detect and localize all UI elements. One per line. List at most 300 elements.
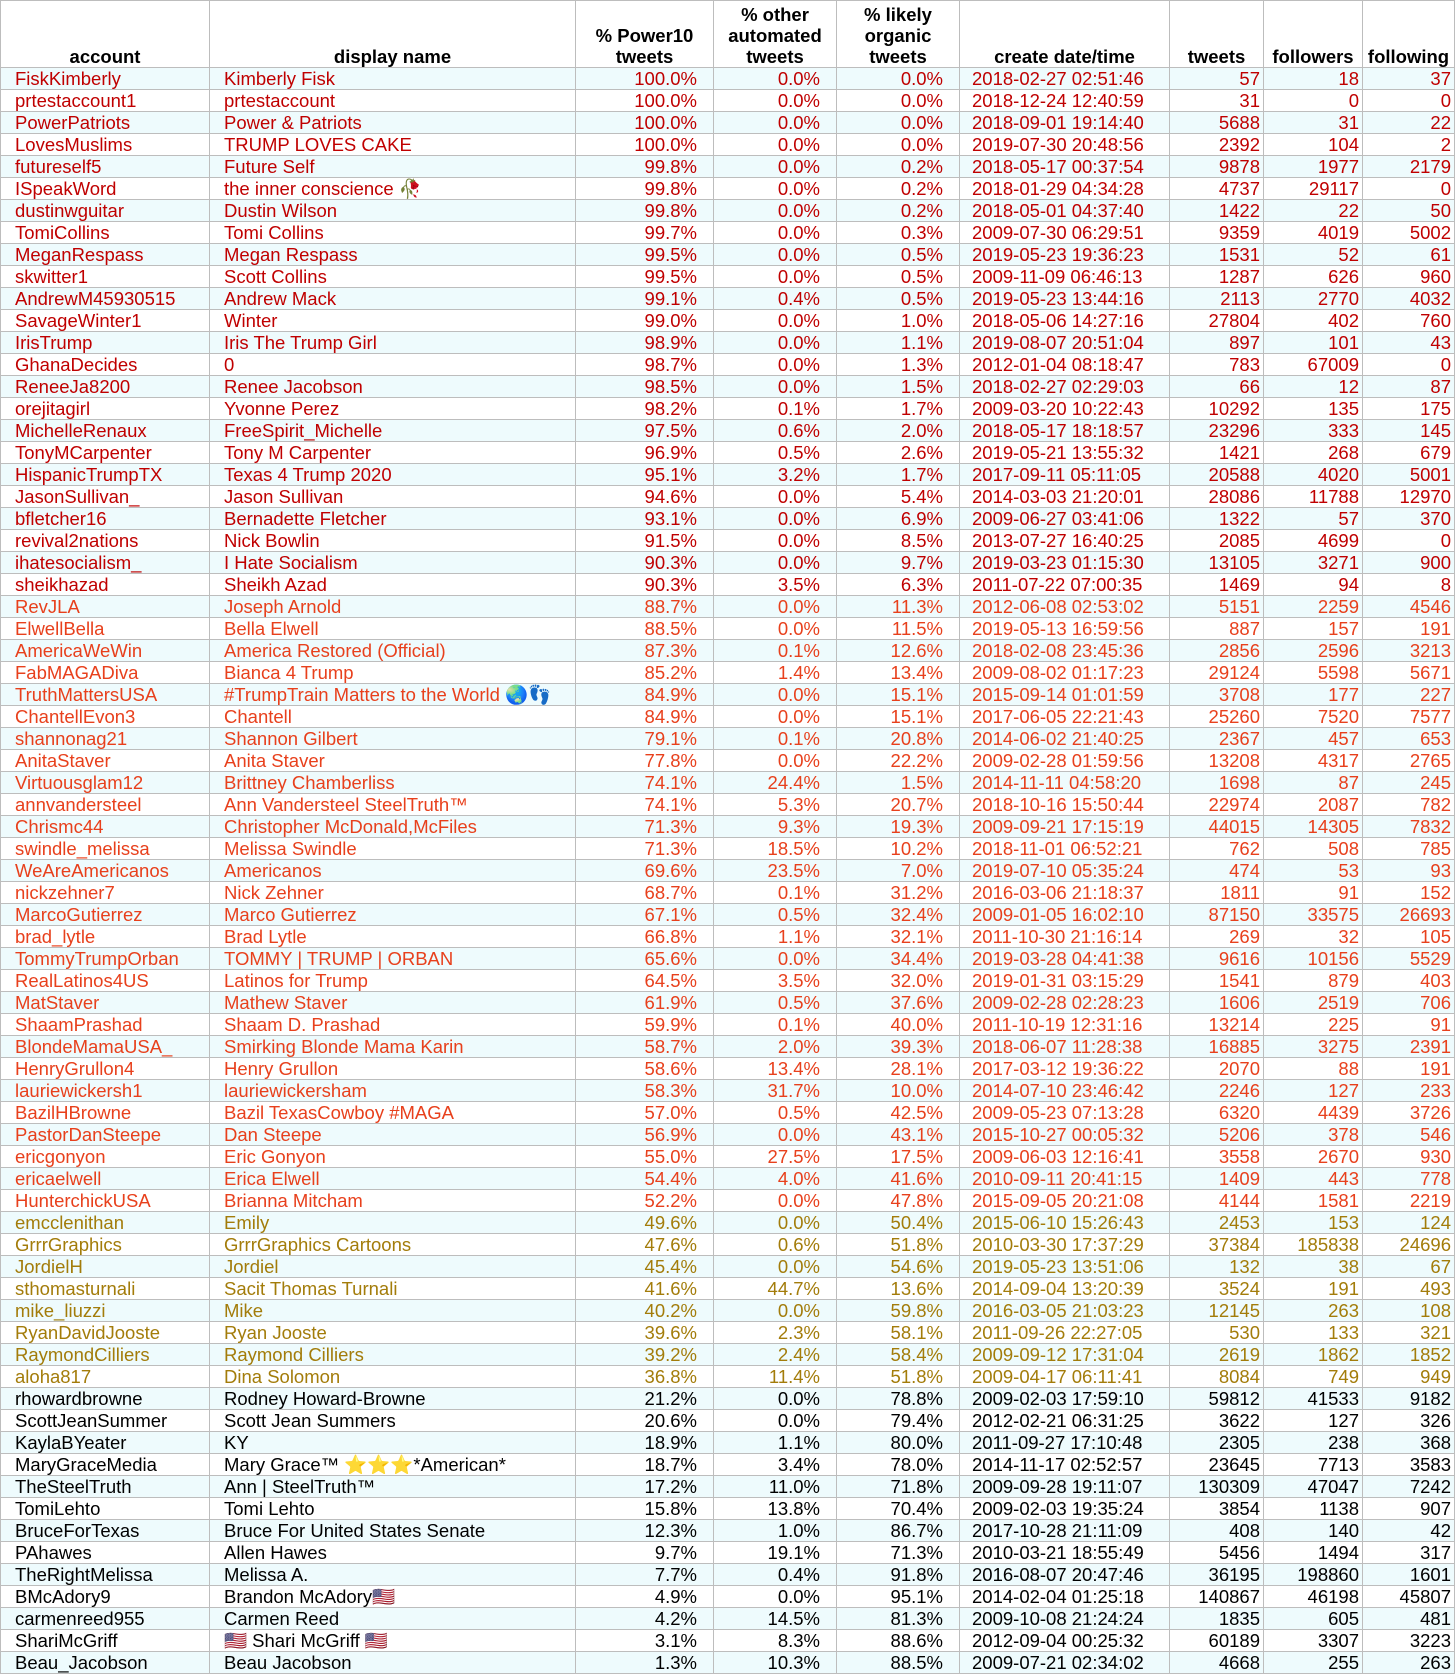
cell-organic[interactable]: 71.8%	[837, 1476, 960, 1498]
cell-create-date[interactable]: 2017-09-11 05:11:05	[960, 464, 1170, 486]
table-row[interactable]	[1, 1234, 1455, 1256]
cell-display-name[interactable]: Yvonne Perez	[210, 398, 576, 420]
cell-power10[interactable]: 49.6%	[576, 1212, 714, 1234]
cell-account[interactable]: ISpeakWord	[1, 178, 210, 200]
cell-other-automated[interactable]: 0.0%	[714, 750, 837, 772]
cell-display-name[interactable]: Henry Grullon	[210, 1058, 576, 1080]
table-row[interactable]	[1, 508, 1455, 530]
cell-followers[interactable]: 133	[1264, 1322, 1363, 1344]
cell-create-date[interactable]: 2009-09-21 17:15:19	[960, 816, 1170, 838]
cell-display-name[interactable]: Brittney Chamberliss	[210, 772, 576, 794]
cell-organic[interactable]: 31.2%	[837, 882, 960, 904]
cell-power10[interactable]: 100.0%	[576, 112, 714, 134]
cell-power10[interactable]: 64.5%	[576, 970, 714, 992]
cell-followers[interactable]: 11788	[1264, 486, 1363, 508]
cell-display-name[interactable]: Anita Staver	[210, 750, 576, 772]
cell-create-date[interactable]: 2012-01-04 08:18:47	[960, 354, 1170, 376]
cell-followers[interactable]: 4020	[1264, 464, 1363, 486]
cell-following[interactable]: 105	[1363, 926, 1455, 948]
cell-organic[interactable]: 91.8%	[837, 1564, 960, 1586]
cell-display-name[interactable]: Ann Vandersteel SteelTruth™	[210, 794, 576, 816]
cell-tweets[interactable]: 5206	[1170, 1124, 1264, 1146]
cell-display-name[interactable]: Christopher McDonald,McFiles	[210, 816, 576, 838]
cell-tweets[interactable]: 1422	[1170, 200, 1264, 222]
table-row[interactable]	[1, 1300, 1455, 1322]
cell-organic[interactable]: 1.3%	[837, 354, 960, 376]
cell-following[interactable]: 0	[1363, 354, 1455, 376]
table-row[interactable]	[1, 728, 1455, 750]
cell-tweets[interactable]: 66	[1170, 376, 1264, 398]
cell-tweets[interactable]: 6320	[1170, 1102, 1264, 1124]
cell-other-automated[interactable]: 0.0%	[714, 310, 837, 332]
cell-display-name[interactable]: Bianca 4 Trump	[210, 662, 576, 684]
cell-display-name[interactable]: TOMMY | TRUMP | ORBAN	[210, 948, 576, 970]
cell-account[interactable]: ShaamPrashad	[1, 1014, 210, 1036]
cell-following[interactable]: 907	[1363, 1498, 1455, 1520]
cell-followers[interactable]: 127	[1264, 1080, 1363, 1102]
cell-tweets[interactable]: 1541	[1170, 970, 1264, 992]
cell-followers[interactable]: 2519	[1264, 992, 1363, 1014]
cell-other-automated[interactable]: 0.0%	[714, 530, 837, 552]
cell-tweets[interactable]: 1287	[1170, 266, 1264, 288]
cell-following[interactable]: 5002	[1363, 222, 1455, 244]
cell-account[interactable]: nickzehner7	[1, 882, 210, 904]
cell-other-automated[interactable]: 0.4%	[714, 1564, 837, 1586]
cell-create-date[interactable]: 2018-05-17 18:18:57	[960, 420, 1170, 442]
cell-create-date[interactable]: 2009-05-23 07:13:28	[960, 1102, 1170, 1124]
cell-create-date[interactable]: 2011-09-26 22:27:05	[960, 1322, 1170, 1344]
cell-display-name[interactable]: Nick Bowlin	[210, 530, 576, 552]
cell-tweets[interactable]: 1811	[1170, 882, 1264, 904]
cell-organic[interactable]: 32.4%	[837, 904, 960, 926]
cell-followers[interactable]: 38	[1264, 1256, 1363, 1278]
cell-account[interactable]: prtestaccount1	[1, 90, 210, 112]
cell-power10[interactable]: 97.5%	[576, 420, 714, 442]
cell-followers[interactable]: 443	[1264, 1168, 1363, 1190]
table-row[interactable]	[1, 354, 1455, 376]
cell-tweets[interactable]: 2070	[1170, 1058, 1264, 1080]
cell-other-automated[interactable]: 0.6%	[714, 420, 837, 442]
cell-following[interactable]: 3213	[1363, 640, 1455, 662]
cell-create-date[interactable]: 2011-10-30 21:16:14	[960, 926, 1170, 948]
cell-following[interactable]: 87	[1363, 376, 1455, 398]
cell-tweets[interactable]: 22974	[1170, 794, 1264, 816]
cell-following[interactable]: 782	[1363, 794, 1455, 816]
table-row[interactable]	[1, 948, 1455, 970]
table-row[interactable]	[1, 178, 1455, 200]
cell-create-date[interactable]: 2018-02-27 02:29:03	[960, 376, 1170, 398]
cell-following[interactable]: 706	[1363, 992, 1455, 1014]
cell-tweets[interactable]: 474	[1170, 860, 1264, 882]
table-row[interactable]	[1, 1058, 1455, 1080]
cell-followers[interactable]: 1977	[1264, 156, 1363, 178]
cell-tweets[interactable]: 23645	[1170, 1454, 1264, 1476]
cell-power10[interactable]: 59.9%	[576, 1014, 714, 1036]
cell-followers[interactable]: 127	[1264, 1410, 1363, 1432]
cell-other-automated[interactable]: 27.5%	[714, 1146, 837, 1168]
cell-tweets[interactable]: 2856	[1170, 640, 1264, 662]
cell-tweets[interactable]: 2367	[1170, 728, 1264, 750]
cell-create-date[interactable]: 2019-01-31 03:15:29	[960, 970, 1170, 992]
table-row[interactable]	[1, 552, 1455, 574]
cell-power10[interactable]: 95.1%	[576, 464, 714, 486]
cell-account[interactable]: HunterchickUSA	[1, 1190, 210, 1212]
cell-following[interactable]: 317	[1363, 1542, 1455, 1564]
cell-create-date[interactable]: 2019-05-21 13:55:32	[960, 442, 1170, 464]
cell-following[interactable]: 9182	[1363, 1388, 1455, 1410]
cell-create-date[interactable]: 2019-03-28 04:41:38	[960, 948, 1170, 970]
cell-organic[interactable]: 5.4%	[837, 486, 960, 508]
cell-followers[interactable]: 4317	[1264, 750, 1363, 772]
cell-create-date[interactable]: 2016-03-05 21:03:23	[960, 1300, 1170, 1322]
cell-following[interactable]: 22	[1363, 112, 1455, 134]
col-header-display-name[interactable]: display name	[210, 1, 576, 68]
cell-power10[interactable]: 1.3%	[576, 1652, 714, 1674]
table-row[interactable]	[1, 1014, 1455, 1036]
cell-create-date[interactable]: 2009-06-27 03:41:06	[960, 508, 1170, 530]
cell-account[interactable]: BlondeMamaUSA_	[1, 1036, 210, 1058]
cell-tweets[interactable]: 5688	[1170, 112, 1264, 134]
cell-display-name[interactable]: Beau Jacobson	[210, 1652, 576, 1674]
cell-following[interactable]: 3223	[1363, 1630, 1455, 1652]
cell-followers[interactable]: 402	[1264, 310, 1363, 332]
cell-display-name[interactable]: 0	[210, 354, 576, 376]
table-row[interactable]	[1, 1454, 1455, 1476]
cell-display-name[interactable]: Eric Gonyon	[210, 1146, 576, 1168]
cell-other-automated[interactable]: 1.4%	[714, 662, 837, 684]
cell-account[interactable]: bfletcher16	[1, 508, 210, 530]
cell-other-automated[interactable]: 13.4%	[714, 1058, 837, 1080]
cell-organic[interactable]: 1.7%	[837, 398, 960, 420]
cell-power10[interactable]: 4.9%	[576, 1586, 714, 1608]
cell-followers[interactable]: 177	[1264, 684, 1363, 706]
cell-tweets[interactable]: 887	[1170, 618, 1264, 640]
cell-tweets[interactable]: 13214	[1170, 1014, 1264, 1036]
cell-power10[interactable]: 17.2%	[576, 1476, 714, 1498]
cell-tweets[interactable]: 130309	[1170, 1476, 1264, 1498]
table-row[interactable]	[1, 1366, 1455, 1388]
table-row[interactable]	[1, 1520, 1455, 1542]
cell-other-automated[interactable]: 0.0%	[714, 68, 837, 90]
cell-display-name[interactable]: Future Self	[210, 156, 576, 178]
cell-create-date[interactable]: 2019-07-10 05:35:24	[960, 860, 1170, 882]
cell-account[interactable]: SavageWinter1	[1, 310, 210, 332]
cell-account[interactable]: LovesMuslims	[1, 134, 210, 156]
cell-other-automated[interactable]: 0.0%	[714, 156, 837, 178]
cell-display-name[interactable]: I Hate Socialism	[210, 552, 576, 574]
cell-tweets[interactable]: 762	[1170, 838, 1264, 860]
cell-create-date[interactable]: 2009-01-05 16:02:10	[960, 904, 1170, 926]
cell-other-automated[interactable]: 24.4%	[714, 772, 837, 794]
table-row[interactable]	[1, 1564, 1455, 1586]
cell-other-automated[interactable]: 0.0%	[714, 596, 837, 618]
cell-followers[interactable]: 47047	[1264, 1476, 1363, 1498]
cell-create-date[interactable]: 2015-09-05 20:21:08	[960, 1190, 1170, 1212]
cell-power10[interactable]: 87.3%	[576, 640, 714, 662]
cell-following[interactable]: 2765	[1363, 750, 1455, 772]
cell-followers[interactable]: 605	[1264, 1608, 1363, 1630]
cell-display-name[interactable]: Americanos	[210, 860, 576, 882]
cell-account[interactable]: TheSteelTruth	[1, 1476, 210, 1498]
cell-power10[interactable]: 66.8%	[576, 926, 714, 948]
cell-tweets[interactable]: 13105	[1170, 552, 1264, 574]
cell-create-date[interactable]: 2018-10-16 15:50:44	[960, 794, 1170, 816]
cell-other-automated[interactable]: 44.7%	[714, 1278, 837, 1300]
cell-organic[interactable]: 10.2%	[837, 838, 960, 860]
cell-organic[interactable]: 79.4%	[837, 1410, 960, 1432]
cell-account[interactable]: RaymondCilliers	[1, 1344, 210, 1366]
cell-other-automated[interactable]: 0.0%	[714, 134, 837, 156]
cell-display-name[interactable]: Erica Elwell	[210, 1168, 576, 1190]
cell-tweets[interactable]: 1421	[1170, 442, 1264, 464]
cell-following[interactable]: 67	[1363, 1256, 1455, 1278]
cell-power10[interactable]: 98.2%	[576, 398, 714, 420]
col-header-other-automated[interactable]: % other automated tweets	[714, 1, 837, 68]
cell-tweets[interactable]: 8084	[1170, 1366, 1264, 1388]
cell-tweets[interactable]: 3524	[1170, 1278, 1264, 1300]
cell-create-date[interactable]: 2009-07-21 02:34:02	[960, 1652, 1170, 1674]
cell-organic[interactable]: 0.2%	[837, 178, 960, 200]
cell-create-date[interactable]: 2014-03-03 21:20:01	[960, 486, 1170, 508]
cell-organic[interactable]: 95.1%	[837, 1586, 960, 1608]
cell-following[interactable]: 0	[1363, 530, 1455, 552]
cell-organic[interactable]: 39.3%	[837, 1036, 960, 1058]
cell-organic[interactable]: 86.7%	[837, 1520, 960, 1542]
cell-account[interactable]: TruthMattersUSA	[1, 684, 210, 706]
cell-following[interactable]: 45807	[1363, 1586, 1455, 1608]
cell-create-date[interactable]: 2013-07-27 16:40:25	[960, 530, 1170, 552]
table-row[interactable]	[1, 222, 1455, 244]
cell-following[interactable]: 227	[1363, 684, 1455, 706]
cell-create-date[interactable]: 2009-06-03 12:16:41	[960, 1146, 1170, 1168]
cell-followers[interactable]: 46198	[1264, 1586, 1363, 1608]
cell-organic[interactable]: 6.3%	[837, 574, 960, 596]
cell-other-automated[interactable]: 2.3%	[714, 1322, 837, 1344]
cell-other-automated[interactable]: 0.1%	[714, 398, 837, 420]
cell-display-name[interactable]: Andrew Mack	[210, 288, 576, 310]
cell-following[interactable]: 0	[1363, 178, 1455, 200]
cell-organic[interactable]: 22.2%	[837, 750, 960, 772]
cell-other-automated[interactable]: 0.4%	[714, 288, 837, 310]
cell-display-name[interactable]: Megan Respass	[210, 244, 576, 266]
cell-create-date[interactable]: 2009-09-28 19:11:07	[960, 1476, 1170, 1498]
cell-tweets[interactable]: 2085	[1170, 530, 1264, 552]
cell-tweets[interactable]: 44015	[1170, 816, 1264, 838]
cell-tweets[interactable]: 2619	[1170, 1344, 1264, 1366]
col-header-power10[interactable]: % Power10 tweets	[576, 1, 714, 68]
cell-following[interactable]: 175	[1363, 398, 1455, 420]
cell-following[interactable]: 7242	[1363, 1476, 1455, 1498]
cell-followers[interactable]: 2259	[1264, 596, 1363, 618]
table-row[interactable]	[1, 772, 1455, 794]
cell-power10[interactable]: 88.5%	[576, 618, 714, 640]
cell-organic[interactable]: 43.1%	[837, 1124, 960, 1146]
table-row[interactable]	[1, 750, 1455, 772]
cell-display-name[interactable]: Rodney Howard-Browne	[210, 1388, 576, 1410]
cell-organic[interactable]: 0.0%	[837, 134, 960, 156]
cell-create-date[interactable]: 2018-05-01 04:37:40	[960, 200, 1170, 222]
cell-display-name[interactable]: lauriewickersham	[210, 1080, 576, 1102]
cell-followers[interactable]: 14305	[1264, 816, 1363, 838]
cell-display-name[interactable]: Latinos for Trump	[210, 970, 576, 992]
cell-display-name[interactable]: Dan Steepe	[210, 1124, 576, 1146]
cell-account[interactable]: ReneeJa8200	[1, 376, 210, 398]
table-row[interactable]	[1, 596, 1455, 618]
cell-display-name[interactable]: prtestaccount	[210, 90, 576, 112]
cell-display-name[interactable]: Renee Jacobson	[210, 376, 576, 398]
cell-organic[interactable]: 20.8%	[837, 728, 960, 750]
cell-organic[interactable]: 41.6%	[837, 1168, 960, 1190]
cell-followers[interactable]: 4439	[1264, 1102, 1363, 1124]
cell-create-date[interactable]: 2018-05-06 14:27:16	[960, 310, 1170, 332]
table-row[interactable]	[1, 816, 1455, 838]
cell-account[interactable]: GhanaDecides	[1, 354, 210, 376]
cell-display-name[interactable]: Smirking Blonde Mama Karin	[210, 1036, 576, 1058]
cell-following[interactable]: 191	[1363, 1058, 1455, 1080]
cell-create-date[interactable]: 2011-10-19 12:31:16	[960, 1014, 1170, 1036]
cell-following[interactable]: 2391	[1363, 1036, 1455, 1058]
cell-organic[interactable]: 1.1%	[837, 332, 960, 354]
cell-other-automated[interactable]: 0.0%	[714, 684, 837, 706]
table-row[interactable]	[1, 794, 1455, 816]
cell-power10[interactable]: 98.9%	[576, 332, 714, 354]
cell-tweets[interactable]: 20588	[1170, 464, 1264, 486]
cell-following[interactable]: 12970	[1363, 486, 1455, 508]
cell-tweets[interactable]: 1409	[1170, 1168, 1264, 1190]
cell-account[interactable]: dustinwguitar	[1, 200, 210, 222]
table-row[interactable]	[1, 1190, 1455, 1212]
cell-organic[interactable]: 78.0%	[837, 1454, 960, 1476]
cell-display-name[interactable]: Brandon McAdory🇺🇸	[210, 1586, 576, 1608]
cell-other-automated[interactable]: 3.5%	[714, 970, 837, 992]
cell-organic[interactable]: 50.4%	[837, 1212, 960, 1234]
cell-followers[interactable]: 3271	[1264, 552, 1363, 574]
cell-tweets[interactable]: 408	[1170, 1520, 1264, 1542]
table-row[interactable]	[1, 706, 1455, 728]
table-row[interactable]	[1, 1586, 1455, 1608]
cell-organic[interactable]: 32.0%	[837, 970, 960, 992]
cell-create-date[interactable]: 2018-11-01 06:52:21	[960, 838, 1170, 860]
cell-account[interactable]: TomiLehto	[1, 1498, 210, 1520]
cell-power10[interactable]: 41.6%	[576, 1278, 714, 1300]
cell-other-automated[interactable]: 0.0%	[714, 1388, 837, 1410]
cell-tweets[interactable]: 3708	[1170, 684, 1264, 706]
table-row[interactable]	[1, 1476, 1455, 1498]
cell-create-date[interactable]: 2011-07-22 07:00:35	[960, 574, 1170, 596]
cell-followers[interactable]: 1581	[1264, 1190, 1363, 1212]
cell-other-automated[interactable]: 0.0%	[714, 1300, 837, 1322]
cell-create-date[interactable]: 2009-09-12 17:31:04	[960, 1344, 1170, 1366]
table-row[interactable]	[1, 992, 1455, 1014]
col-header-create-date[interactable]: create date/time	[960, 1, 1170, 68]
cell-followers[interactable]: 225	[1264, 1014, 1363, 1036]
cell-account[interactable]: PowerPatriots	[1, 112, 210, 134]
cell-organic[interactable]: 17.5%	[837, 1146, 960, 1168]
cell-organic[interactable]: 0.3%	[837, 222, 960, 244]
cell-followers[interactable]: 5598	[1264, 662, 1363, 684]
cell-account[interactable]: lauriewickersh1	[1, 1080, 210, 1102]
cell-following[interactable]: 3583	[1363, 1454, 1455, 1476]
cell-account[interactable]: TheRightMelissa	[1, 1564, 210, 1586]
cell-organic[interactable]: 13.6%	[837, 1278, 960, 1300]
cell-organic[interactable]: 0.2%	[837, 156, 960, 178]
cell-following[interactable]: 5001	[1363, 464, 1455, 486]
cell-power10[interactable]: 56.9%	[576, 1124, 714, 1146]
cell-tweets[interactable]: 37384	[1170, 1234, 1264, 1256]
cell-display-name[interactable]: #TrumpTrain Matters to the World 🌏👣	[210, 684, 576, 706]
cell-other-automated[interactable]: 0.0%	[714, 1124, 837, 1146]
cell-power10[interactable]: 12.3%	[576, 1520, 714, 1542]
cell-account[interactable]: KaylaBYeater	[1, 1432, 210, 1454]
table-row[interactable]	[1, 1410, 1455, 1432]
cell-followers[interactable]: 191	[1264, 1278, 1363, 1300]
cell-tweets[interactable]: 31	[1170, 90, 1264, 112]
cell-create-date[interactable]: 2019-05-23 13:51:06	[960, 1256, 1170, 1278]
cell-organic[interactable]: 0.0%	[837, 90, 960, 112]
table-row[interactable]	[1, 1212, 1455, 1234]
table-row[interactable]	[1, 860, 1455, 882]
cell-account[interactable]: HenryGrullon4	[1, 1058, 210, 1080]
cell-followers[interactable]: 12	[1264, 376, 1363, 398]
cell-following[interactable]: 2219	[1363, 1190, 1455, 1212]
table-row[interactable]	[1, 1278, 1455, 1300]
cell-account[interactable]: ElwellBella	[1, 618, 210, 640]
cell-organic[interactable]: 19.3%	[837, 816, 960, 838]
cell-power10[interactable]: 71.3%	[576, 838, 714, 860]
cell-tweets[interactable]: 29124	[1170, 662, 1264, 684]
cell-account[interactable]: mike_liuzzi	[1, 1300, 210, 1322]
table-row[interactable]	[1, 266, 1455, 288]
cell-power10[interactable]: 20.6%	[576, 1410, 714, 1432]
cell-account[interactable]: BazilHBrowne	[1, 1102, 210, 1124]
cell-create-date[interactable]: 2009-02-03 17:59:10	[960, 1388, 1170, 1410]
cell-create-date[interactable]: 2018-02-27 02:51:46	[960, 68, 1170, 90]
cell-create-date[interactable]: 2014-06-02 21:40:25	[960, 728, 1170, 750]
cell-display-name[interactable]: Dustin Wilson	[210, 200, 576, 222]
cell-other-automated[interactable]: 11.4%	[714, 1366, 837, 1388]
cell-other-automated[interactable]: 0.5%	[714, 992, 837, 1014]
cell-account[interactable]: MarcoGutierrez	[1, 904, 210, 926]
cell-other-automated[interactable]: 0.0%	[714, 508, 837, 530]
cell-organic[interactable]: 8.5%	[837, 530, 960, 552]
cell-tweets[interactable]: 5151	[1170, 596, 1264, 618]
cell-other-automated[interactable]: 9.3%	[714, 816, 837, 838]
cell-create-date[interactable]: 2012-06-08 02:53:02	[960, 596, 1170, 618]
cell-account[interactable]: emcclenithan	[1, 1212, 210, 1234]
cell-organic[interactable]: 80.0%	[837, 1432, 960, 1454]
table-row[interactable]	[1, 1388, 1455, 1410]
cell-account[interactable]: BMcAdory9	[1, 1586, 210, 1608]
cell-other-automated[interactable]: 3.5%	[714, 574, 837, 596]
cell-create-date[interactable]: 2009-03-20 10:22:43	[960, 398, 1170, 420]
cell-followers[interactable]: 22	[1264, 200, 1363, 222]
table-row[interactable]	[1, 970, 1455, 992]
cell-other-automated[interactable]: 11.0%	[714, 1476, 837, 1498]
cell-account[interactable]: IrisTrump	[1, 332, 210, 354]
cell-create-date[interactable]: 2017-03-12 19:36:22	[960, 1058, 1170, 1080]
cell-account[interactable]: ericgonyon	[1, 1146, 210, 1168]
cell-followers[interactable]: 185838	[1264, 1234, 1363, 1256]
cell-organic[interactable]: 88.6%	[837, 1630, 960, 1652]
cell-account[interactable]: BruceForTexas	[1, 1520, 210, 1542]
cell-power10[interactable]: 3.1%	[576, 1630, 714, 1652]
cell-tweets[interactable]: 1698	[1170, 772, 1264, 794]
cell-following[interactable]: 50	[1363, 200, 1455, 222]
cell-following[interactable]: 5671	[1363, 662, 1455, 684]
cell-other-automated[interactable]: 0.0%	[714, 332, 837, 354]
cell-display-name[interactable]: Allen Hawes	[210, 1542, 576, 1564]
cell-followers[interactable]: 135	[1264, 398, 1363, 420]
